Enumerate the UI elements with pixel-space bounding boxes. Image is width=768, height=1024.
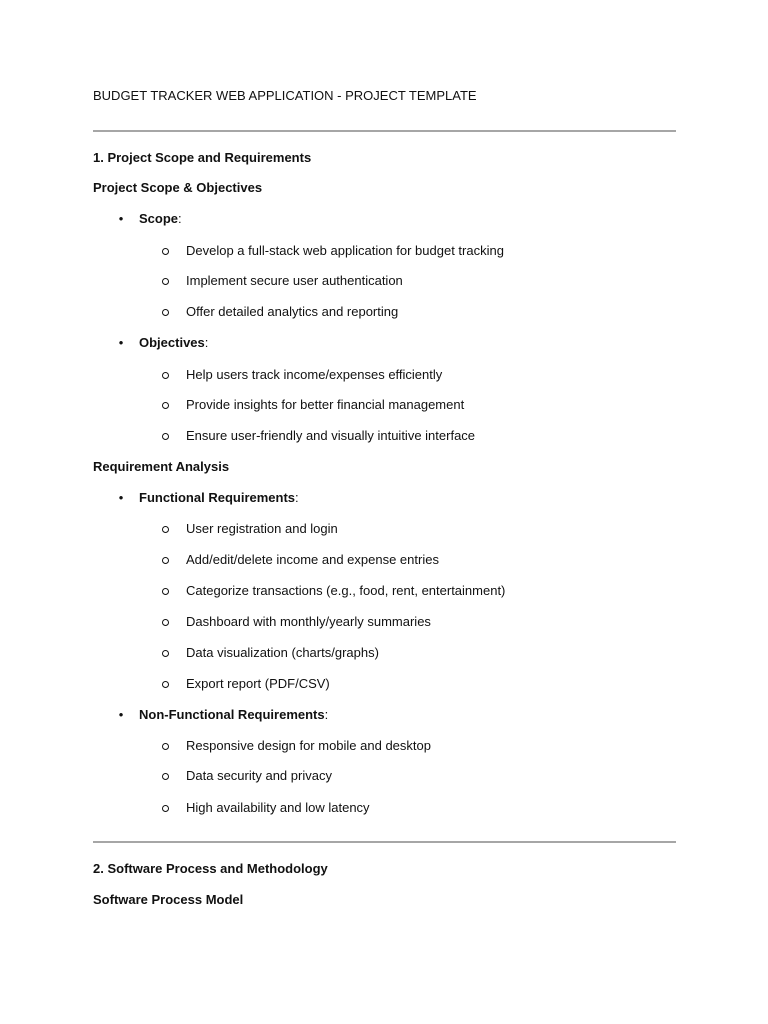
colon: :	[204, 335, 209, 350]
requirement-analysis-heading: Requirement Analysis	[93, 459, 230, 474]
list-item-text: Provide insights for better financial management	[186, 397, 465, 412]
scope-objectives-heading: Project Scope & Objectives	[93, 180, 263, 195]
circle-bullet-icon	[162, 681, 169, 688]
list-item-text: Help users track income/expenses efficiently	[186, 367, 443, 382]
circle-bullet-icon	[162, 402, 169, 409]
section-1-heading: 1. Project Scope and Requirements	[93, 150, 312, 165]
circle-bullet-icon	[162, 805, 169, 812]
list-item-text: Offer detailed analytics and reporting	[186, 304, 399, 319]
objectives-label: Objectives	[139, 335, 205, 350]
colon: :	[178, 211, 182, 226]
list-item-text: Add/edit/delete income and expense entries	[186, 552, 439, 567]
circle-bullet-icon	[162, 526, 169, 533]
bullet-icon: •	[118, 211, 124, 226]
bullet-icon: •	[118, 490, 124, 505]
scope-label: Scope	[139, 211, 179, 226]
circle-bullet-icon	[162, 278, 169, 285]
bullet-icon: •	[118, 335, 124, 350]
circle-bullet-icon	[162, 650, 169, 657]
colon: :	[295, 490, 299, 505]
list-item-text: Data visualization (charts/graphs)	[186, 645, 379, 660]
list-item-text: Responsive design for mobile and desktop	[186, 738, 431, 753]
list-item-text: Dashboard with monthly/yearly summaries	[186, 614, 431, 629]
circle-bullet-icon	[162, 743, 169, 750]
list-item-text: Data security and privacy	[186, 768, 332, 783]
functional-label: Functional Requirements	[139, 490, 296, 505]
list-item-text: High availability and low latency	[186, 800, 370, 815]
circle-bullet-icon	[162, 619, 169, 626]
colon: :	[324, 707, 329, 722]
list-item-text: User registration and login	[186, 521, 338, 536]
list-item-text: Categorize transactions (e.g., food, rent, entertainment)	[186, 583, 506, 598]
horizontal-rule	[93, 841, 676, 843]
list-item-text: Develop a full-stack web application for budget tracking	[186, 243, 504, 258]
list-item-text: Ensure user-friendly and visually intuitive interface	[186, 428, 476, 443]
circle-bullet-icon	[162, 248, 169, 255]
list-item-text: Implement secure user authentication	[186, 273, 403, 288]
nonfunctional-label: Non-Functional Requirements	[139, 707, 325, 722]
circle-bullet-icon	[162, 557, 169, 564]
circle-bullet-icon	[162, 773, 169, 780]
list-item-text: Export report (PDF/CSV)	[186, 676, 330, 691]
circle-bullet-icon	[162, 433, 169, 440]
software-process-model-heading: Software Process Model	[93, 892, 244, 907]
bullet-icon: •	[118, 707, 124, 722]
circle-bullet-icon	[162, 309, 169, 316]
circle-bullet-icon	[162, 588, 169, 595]
document-title: BUDGET TRACKER WEB APPLICATION - PROJECT TEMPLATE	[93, 88, 477, 103]
horizontal-rule	[93, 130, 676, 132]
circle-bullet-icon	[162, 372, 169, 379]
section-2-heading: 2. Software Process and Methodology	[93, 861, 328, 876]
